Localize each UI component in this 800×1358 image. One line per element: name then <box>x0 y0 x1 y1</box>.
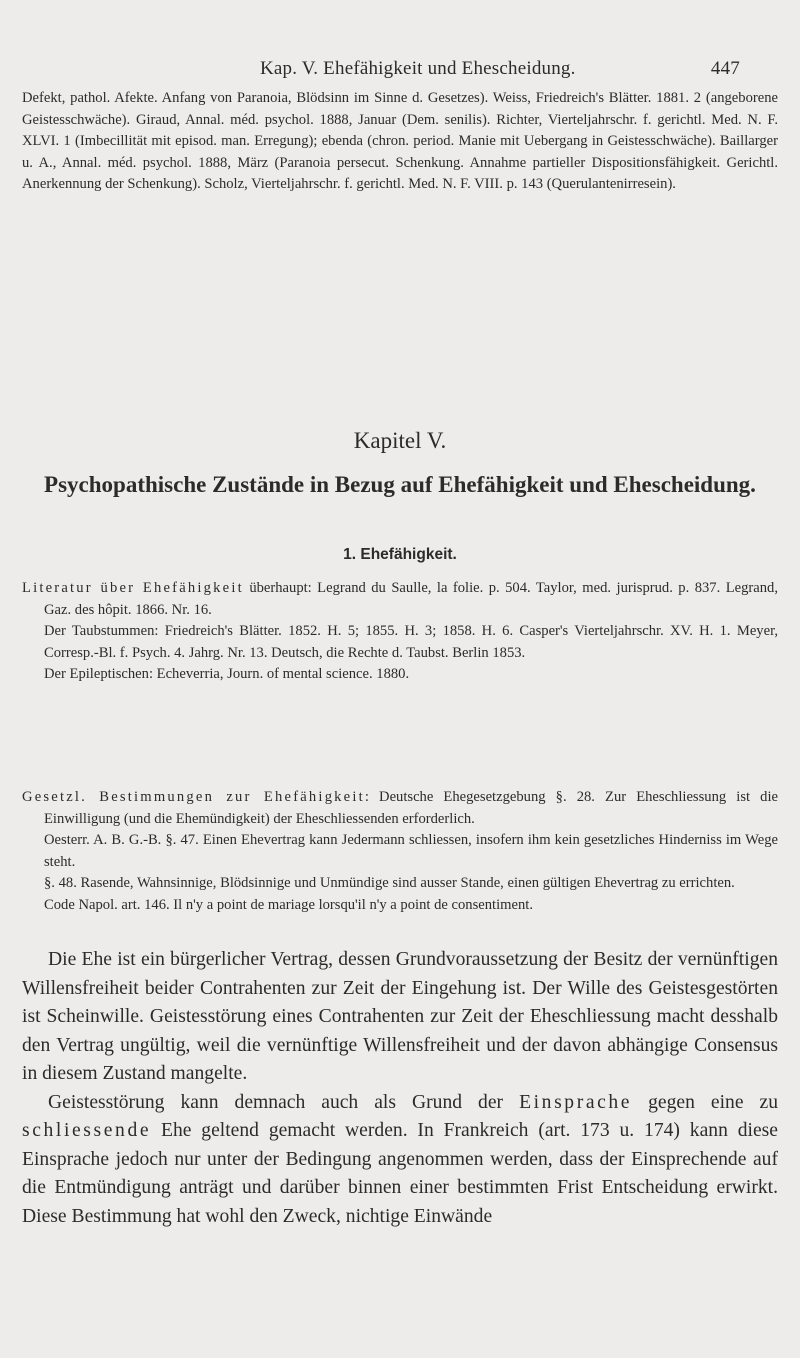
section-heading: 1. Ehefähigkeit. <box>343 546 457 563</box>
literature-block <box>22 578 778 686</box>
main-paragraph-1: Die Ehe ist ein bürgerlicher Vertrag, dessen Grundvoraussetzung der Besitz der vernünftigen Willensfreiheit beider Contrahenten zur Zeit der Eingehung ist. Der Wille des Geistesgestörten ist Scheinwille. Geistesstörung eines Contrahenten zur Zeit der Eheschliessung macht desshalb den Vertrag ungültig, weil die vernünftige Willensfreiheit und der davon abhängige Consensus in diesem Zustand mangelte. <box>22 949 778 1084</box>
law-paragraph-48: §. 48. Rasende, Wahnsinnige, Blödsinnige und Unmündige sind ausser Stande, einen gültigen Ehevertrag zu errichten. <box>44 875 735 891</box>
main-text <box>22 946 778 1231</box>
law-block <box>22 787 778 916</box>
chapter-title: Psychopathische Zustände in Bezug auf Ehefähigkeit und Ehescheidung. <box>44 472 756 497</box>
literature-lead: Literatur über Ehefähigkeit <box>22 580 244 596</box>
page-number: 447 <box>710 58 740 79</box>
literature-epileptic: Der Epileptischen: Echeverria, Journ. of mental science. 1880. <box>44 666 410 682</box>
literature-deafmute: Der Taubstummen: Friedreich's Blätter. 1852. H. 5; 1855. H. 3; 1858. H. 6. Casper's Vierteljahrschr. XV. H. 1. Meyer, Corresp.-Bl. f. Psych. 4. Jahrg. Nr. 13. Deutsch, die Rechte d. Taubst. Berlin 1853. <box>44 623 778 661</box>
running-title: Kap. V. Ehefähigkeit und Ehescheidung. <box>260 58 576 79</box>
main-p2-part-b: gegen eine zu <box>632 1091 778 1113</box>
main-paragraph-2 <box>22 1089 778 1232</box>
intro-references <box>22 88 778 196</box>
law-german-text: : Deutsche Ehegesetzgebung §. 28. Zur Eheschliessung ist die Einwilligung (und die Ehemündigkeit) der Eheschliessenden erforderlich. <box>44 789 778 827</box>
literature-general-text: überhaupt: Legrand du Saulle, la folie. p. 504. Taylor, med. jurisprud. p. 837. Legrand, Gaz. des hôpit. 1866. Nr. 16. <box>44 580 778 618</box>
main-p2-emphasis-2: schliessende <box>22 1120 152 1141</box>
main-p2-part-a: Geistesstörung kann demnach auch als Grund der <box>48 1091 520 1113</box>
chapter-label: Kapitel V. <box>353 428 447 453</box>
law-german <box>22 787 778 830</box>
main-p2-emphasis-1: Einsprache <box>519 1091 633 1113</box>
law-lead: Gesetzl. Bestimmungen zur Ehefähigkeit <box>22 789 365 805</box>
intro-paragraph: Defekt, pathol. Afekte. Anfang von Paranoia, Blödsinn im Sinne d. Gesetzes). Weiss, Friedreich's Blätter. 1881. 2 (angeborene Geistesschwäche). Giraud, Annal. méd. psychol. 1888, Januar (Dem. senilis). Richter, Vierteljahrschr. f. gerichtl. Med. N. F. XLVI. 1 (Imbecillität mit episod. man. Erregung); ebenda (chron. period. Manie mit Uebergang in Geistesschwäche). Baillarger u. A., Annal. méd. psychol. 1888, März (Paranoia persecut. Schenkung. Annahme partieller Dispositionsfähigkeit. Gerichtl. Anerkennung der Schenkung). Scholz, Vierteljahrschr. f. gerichtl. Med. N. F. VIII. p. 143 (Querulantenirresein). <box>22 90 778 192</box>
law-austrian: Oesterr. A. B. G.-B. §. 47. Einen Ehevertrag kann Jedermann schliessen, insofern ihm kein gesetzliches Hinderniss im Wege steht. <box>44 832 778 870</box>
main-p2-part-c: Ehe geltend gemacht werden. In Frankreich (art. 173 u. 174) kann diese Einsprache jedoch nur unter der Bedingung angenommen werden, dass der Einsprechende auf die Entmündigung anträgt und darüber binnen einer bestimmten Frist Entscheidung erwirkt. Diese Bestimmung hat wohl den Zweck, nichtige Einwände <box>22 1120 778 1227</box>
law-code-napoleon: Code Napol. art. 146. Il n'y a point de mariage lorsqu'il n'y a point de consentiment. <box>44 896 533 913</box>
literature-general <box>22 578 778 621</box>
